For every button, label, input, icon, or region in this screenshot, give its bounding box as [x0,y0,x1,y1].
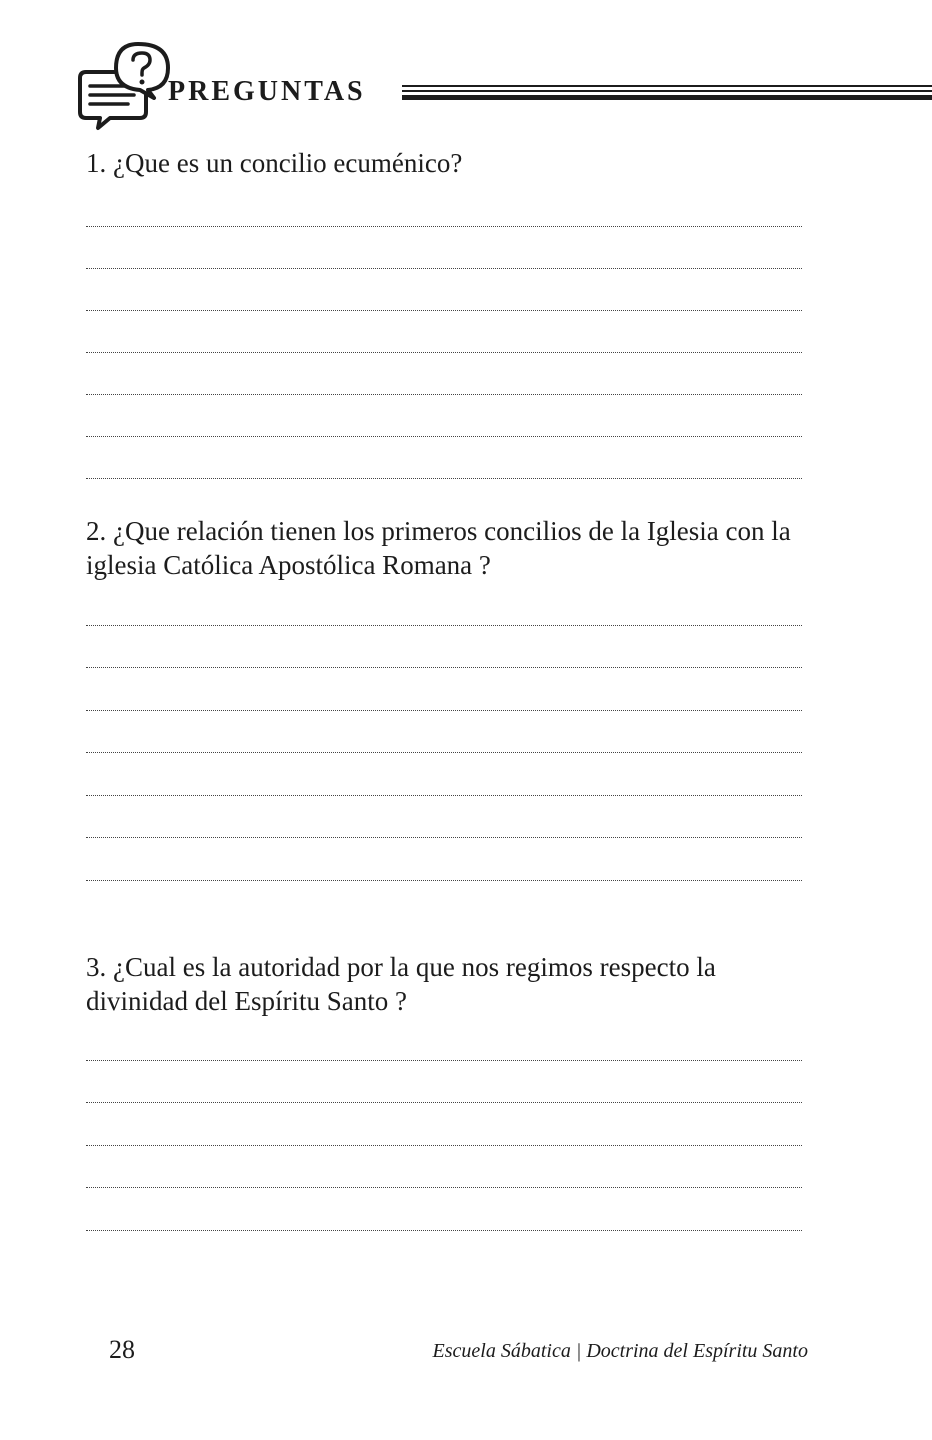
chat-question-icon [76,38,172,134]
answer-line[interactable] [86,1102,802,1103]
answer-line[interactable] [86,1145,802,1146]
answer-line[interactable] [86,1187,802,1188]
section-title: PREGUNTAS [168,76,366,107]
answer-line[interactable] [86,394,802,395]
answer-line[interactable] [86,436,802,437]
question-3: 3. ¿Cual es la autoridad por la que nos regimos respecto la divinidad del Espíritu Santo ? [86,952,716,1016]
running-footer-title: Escuela Sábatica | Doctrina del Espíritu Santo [432,1340,808,1362]
answer-line[interactable] [86,478,802,479]
answer-line[interactable] [86,625,802,626]
answer-line[interactable] [86,310,802,311]
section-header [76,38,932,134]
answer-line[interactable] [86,667,802,668]
page-number: 28 [109,1335,135,1364]
header-rule [402,85,932,101]
answer-line[interactable] [86,268,802,269]
answer-line[interactable] [86,352,802,353]
answer-line[interactable] [86,710,802,711]
question-1: 1. ¿Que es un concilio ecuménico? [86,148,463,178]
answer-line[interactable] [86,837,802,838]
answer-line[interactable] [86,1060,802,1061]
answer-line[interactable] [86,752,802,753]
answer-line[interactable] [86,1230,802,1231]
question-2: 2. ¿Que relación tienen los primeros concilios de la Iglesia con la iglesia Católica Apostólica Romana ? [86,516,791,580]
answer-line[interactable] [86,795,802,796]
answer-line[interactable] [86,226,802,227]
answer-line[interactable] [86,880,802,881]
